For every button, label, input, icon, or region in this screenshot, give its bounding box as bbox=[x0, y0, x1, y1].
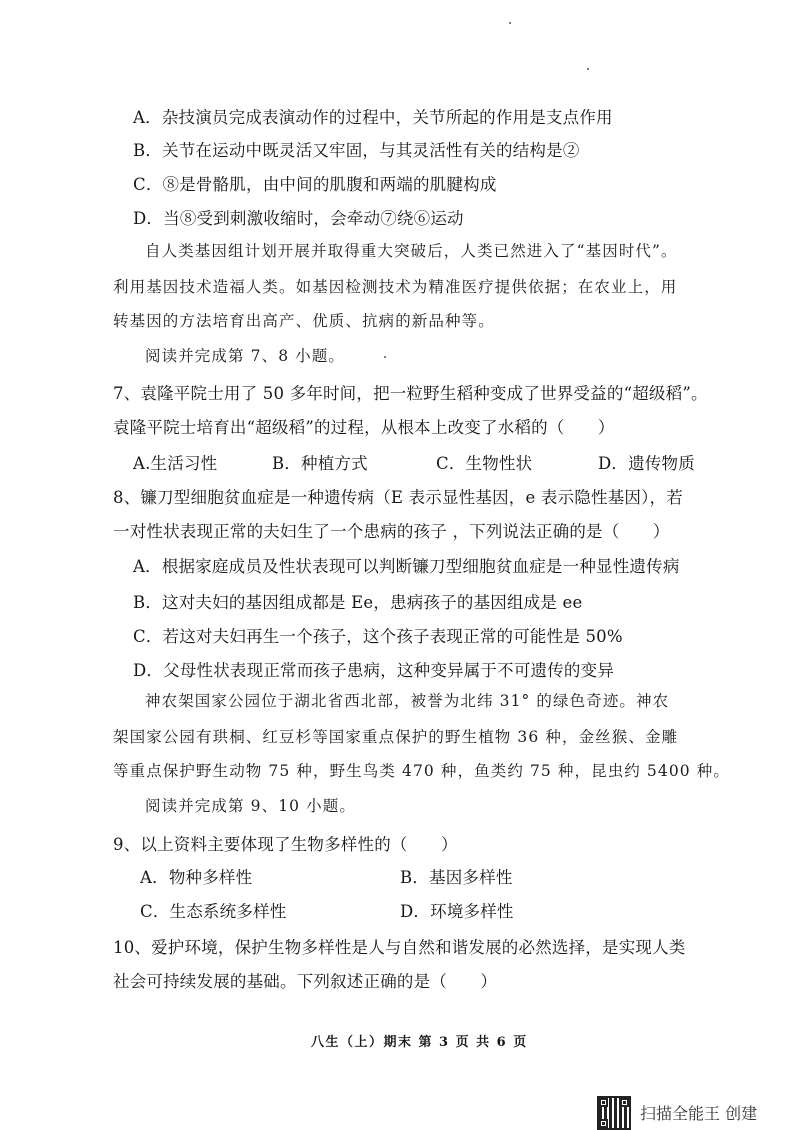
q6-option-c: C．⑧是骨骼肌，由中间的肌腹和两端的肌腱构成 bbox=[133, 175, 497, 194]
passage2-line: 架国家公园有珙桐、红豆杉等国家重点保护的野生植物 36 种，金丝猴、金雕 bbox=[113, 728, 679, 746]
q7-stem: 袁隆平院士培育出“超级稻”的过程，从根本上改变了水稻的（ ） bbox=[113, 418, 615, 437]
scan-speck bbox=[587, 68, 589, 70]
q10-stem: 社会可持续发展的基础。下列叙述正确的是（ ） bbox=[113, 972, 498, 991]
passage1-line: 自人类基因组计划开展并取得重大突破后，人类已然进入了“基因时代”。 bbox=[145, 242, 678, 260]
q7-stem: 7、袁隆平院士用了 50 多年时间，把一粒野生稻种变成了世界受益的“超级稻”。 bbox=[113, 384, 708, 403]
scanner-watermark: 扫描全能王 创建 bbox=[640, 1104, 758, 1123]
q8-option-a: A．根据家庭成员及性状表现可以判断镰刀型细胞贫血症是一种显性遗传病 bbox=[133, 557, 680, 576]
q9-stem: 9、以上资料主要体现了生物多样性的（ ） bbox=[113, 835, 458, 854]
q8-option-c: C．若这对夫妇再生一个孩子，这个孩子表现正常的可能性是 50% bbox=[133, 627, 623, 646]
passage1-instruction: 阅读并完成第 7、8 小题。 bbox=[145, 347, 345, 365]
passage1-line: 转基因的方法培育出高产、优质、抗病的新品种等。 bbox=[113, 312, 495, 330]
passage2-instruction: 阅读并完成第 9、10 小题。 bbox=[145, 797, 356, 815]
q10-stem: 10、爱护环境，保护生物多样性是人与自然和谐发展的必然选择，是实现人类 bbox=[113, 938, 686, 957]
q9-option-b: B．基因多样性 bbox=[400, 868, 513, 887]
q7-option-d: D．遗传物质 bbox=[598, 454, 695, 473]
q6-option-d: D．当⑧受到刺激收缩时，会牵动⑦绕⑥运动 bbox=[133, 209, 464, 228]
q7-option-a: A.生活习性 bbox=[133, 454, 218, 473]
q8-stem: 一对性状表现正常的夫妇生了一个患病的孩子 ，下列说法正确的是（ ） bbox=[113, 522, 670, 541]
q9-option-a: A．物种多样性 bbox=[140, 868, 253, 887]
q6-option-a: A．杂技演员完成表演动作的过程中，关节所起的作用是支点作用 bbox=[133, 108, 613, 127]
passage2-line: 等重点保护野生动物 75 种，野生鸟类 470 种，鱼类约 75 种，昆虫约 5400 种。 bbox=[113, 762, 730, 780]
q9-option-c: C．生态系统多样性 bbox=[140, 902, 287, 921]
passage1-line: 利用基因技术造福人类。如基因检测技术为精准医疗提供依据；在农业上，用 bbox=[113, 278, 678, 296]
scan-speck bbox=[509, 22, 511, 24]
q7-option-c: C．生物性状 bbox=[436, 454, 533, 473]
q8-stem: 8、镰刀型细胞贫血症是一种遗传病（E 表示显性基因，e 表示隐性基因），若 bbox=[113, 488, 683, 507]
q8-option-b: B．这对夫妇的基因组成都是 Ee，患病孩子的基因组成是 ee bbox=[133, 593, 583, 612]
page-footer: 八生（上）期末 第 3 页 共 6 页 bbox=[311, 1035, 528, 1050]
q9-option-d: D．环境多样性 bbox=[400, 902, 514, 921]
q8-option-d: D．父母性状表现正常而孩子患病，这种变异属于不可遗传的变异 bbox=[133, 661, 615, 680]
q6-option-b: B．关节在运动中既灵活又牢固，与其灵活性有关的结构是② bbox=[133, 141, 580, 160]
passage2-line: 神农架国家公园位于湖北省西北部，被誉为北纬 31° 的绿色奇迹。神农 bbox=[145, 692, 670, 710]
q7-option-b: B．种植方式 bbox=[272, 454, 368, 473]
scan-speck bbox=[384, 356, 386, 358]
